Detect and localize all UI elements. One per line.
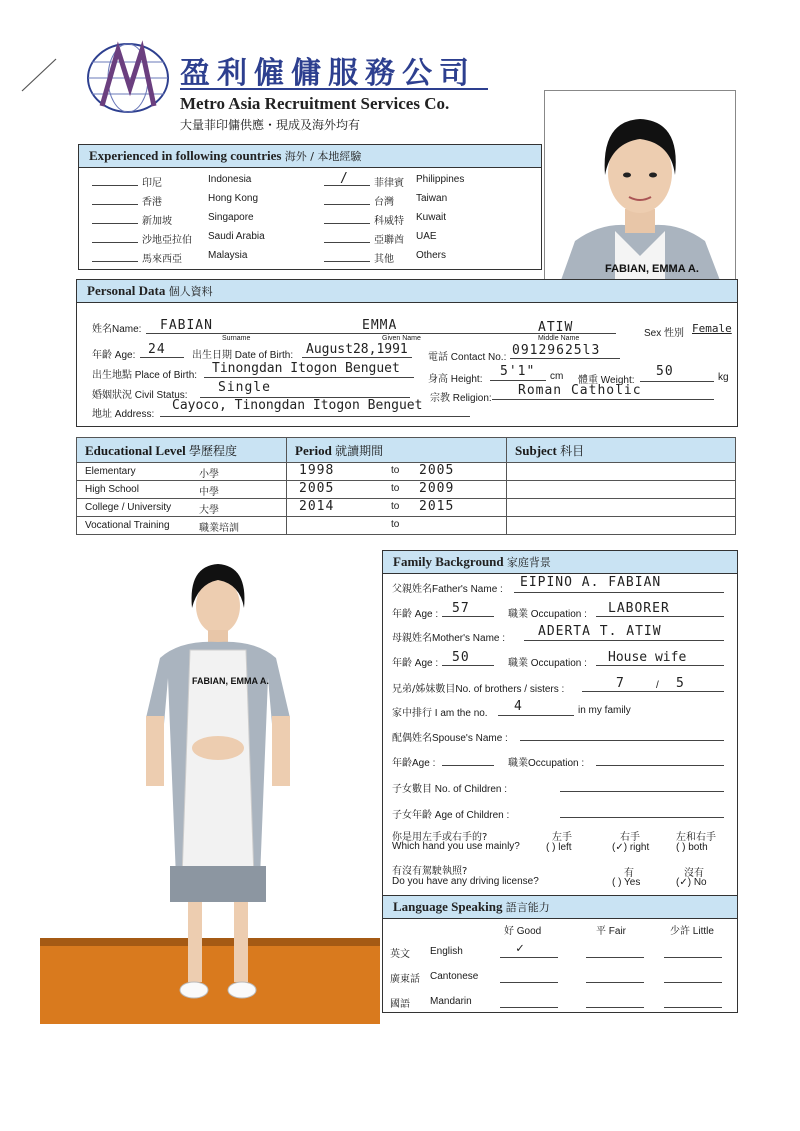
weight-value[interactable]: 50: [656, 364, 674, 379]
mother-age-label: 年齡 Age :: [392, 658, 439, 669]
height-value[interactable]: 5'1": [500, 364, 536, 379]
language-good-mark: ✓: [516, 941, 525, 956]
education-row: [77, 463, 736, 481]
education-subject[interactable]: [507, 463, 736, 481]
country-en: Taiwan: [416, 193, 448, 204]
education-table: [76, 437, 736, 535]
father-age-label: 年齡 Age :: [392, 609, 439, 620]
mother-age-value[interactable]: 50: [452, 650, 470, 665]
education-row: [77, 499, 736, 517]
language-good-blank[interactable]: [500, 982, 558, 983]
personal-data-header: Personal Data 個人資料: [77, 280, 737, 303]
language-fair-blank[interactable]: [586, 957, 644, 958]
surname-value[interactable]: FABIAN: [160, 318, 213, 333]
country-en: Saudi Arabia: [208, 231, 265, 242]
subject-header: Subject 科目: [507, 438, 736, 463]
education-period[interactable]: 2005 to 2009: [287, 481, 507, 499]
address-label: 地址 Address:: [92, 409, 155, 420]
father-age-value[interactable]: 57: [452, 601, 470, 616]
education-level: College / University 大學: [77, 499, 287, 517]
dob-label: 出生日期 Date of Birth:: [192, 350, 294, 361]
middle-caption: Middle Name: [538, 335, 580, 342]
father-occupation-label: 職業 Occupation :: [508, 609, 587, 620]
mother-label: 母親姓名Mother's Name :: [392, 633, 506, 644]
education-header: Educational Level 學歷程度: [77, 438, 287, 463]
education-row: [77, 517, 736, 535]
hand-question: Which hand you use mainly?: [392, 841, 520, 852]
right-option[interactable]: (✓) right: [612, 842, 650, 853]
sisters-value[interactable]: 5: [676, 676, 685, 691]
family-header: Family Background 家庭背景: [383, 551, 737, 574]
country-zh: 亞聯酋: [374, 235, 404, 246]
title-rule: [180, 88, 488, 90]
language-name: Mandarin: [430, 996, 472, 1007]
license-question-zh: 有沒有駕駛執照?: [392, 866, 468, 877]
country-en: Philippines: [416, 174, 465, 185]
contact-value[interactable]: 09129625l3: [512, 343, 601, 358]
country-zh: 香港: [142, 197, 162, 208]
language-name: English: [430, 946, 463, 957]
dob-value[interactable]: August28,1991: [306, 342, 408, 357]
language-fair-blank[interactable]: [586, 982, 644, 983]
height-label: 身高 Height:: [428, 374, 483, 385]
rank-label: 家中排行 I am the no.: [392, 708, 488, 719]
body-name-tag: FABIAN, EMMA A.: [192, 676, 269, 686]
country-zh: 馬來西亞: [142, 254, 182, 265]
company-tagline: 大量菲印傭供應・現成及海外均有: [180, 118, 361, 132]
spouse-occupation-label: 職業Occupation :: [508, 758, 585, 769]
sex-label: Sex 性別: [644, 328, 685, 339]
country-zh: 新加坡: [142, 216, 172, 227]
age-value[interactable]: 24: [148, 342, 166, 357]
religion-value[interactable]: Roman Catholic: [518, 383, 642, 398]
religion-label: 宗教 Religion:: [430, 393, 492, 404]
height-unit: cm: [550, 371, 564, 382]
mother-occupation-value[interactable]: House wife: [608, 650, 687, 665]
weight-label: 體重 Weight:: [578, 375, 635, 386]
education-subject[interactable]: [507, 499, 736, 517]
country-en: Hong Kong: [208, 193, 259, 204]
surname-caption: Surname: [222, 335, 251, 342]
children-label: 子女數目 No. of Children :: [392, 784, 508, 795]
fair-heading: 平 Fair: [596, 926, 627, 937]
rank-value[interactable]: 4: [514, 699, 523, 714]
country-blank[interactable]: [92, 242, 138, 243]
no-zh: 沒有: [684, 868, 704, 879]
good-heading: 好 Good: [504, 926, 542, 937]
father-occupation-value[interactable]: LABORER: [608, 601, 670, 616]
country-en: Kuwait: [416, 212, 447, 223]
siblings-label: 兄弟/姊妹數目No. of brothers / sisters :: [392, 684, 565, 695]
full-body-photo: [40, 548, 380, 1024]
country-blank[interactable]: [324, 261, 370, 262]
right-zh: 右手: [620, 832, 640, 843]
children-age-label: 子女年齡 Age of Children :: [392, 810, 510, 821]
education-subject[interactable]: [507, 481, 736, 499]
country-mark: /: [340, 171, 349, 186]
country-zh: 科威特: [374, 216, 404, 227]
spouse-age-label: 年齡Age :: [392, 758, 436, 769]
yes-option[interactable]: ( ) Yes: [612, 877, 641, 888]
country-en: UAE: [416, 231, 437, 242]
country-blank[interactable]: [92, 185, 138, 186]
country-blank[interactable]: [92, 223, 138, 224]
rank-suffix: in my family: [578, 705, 631, 716]
education-subject[interactable]: [507, 517, 736, 535]
address-value[interactable]: Cayoco, Tinongdan Itogon Benguet: [172, 398, 423, 413]
company-logo-icon: [84, 40, 174, 116]
name-label: 姓名Name:: [92, 324, 142, 335]
country-blank[interactable]: [324, 204, 370, 205]
yes-zh: 有: [624, 868, 634, 879]
language-zh: 國語: [390, 999, 410, 1010]
spouse-label: 配偶姓名Spouse's Name :: [392, 733, 508, 744]
company-name-en: Metro Asia Recruitment Services Co.: [180, 94, 450, 113]
language-good-blank[interactable]: [500, 1007, 558, 1008]
given-caption: Given Name: [382, 335, 421, 342]
civil-label: 婚姻狀況 Civil Status:: [92, 390, 188, 401]
experience-header: Experienced in following countries 海外 / 本地經驗: [79, 145, 541, 168]
language-name: Cantonese: [430, 971, 479, 982]
education-period[interactable]: to: [287, 517, 507, 535]
country-zh: 其他: [374, 254, 394, 265]
pen-mark: [20, 55, 60, 95]
country-en: Singapore: [208, 212, 254, 223]
period-header: Period 就讀期間: [287, 438, 507, 463]
both-zh: 左和右手: [676, 832, 716, 843]
given-name-value[interactable]: EMMA: [362, 318, 398, 333]
hand-question-zh: 你是用左手或右手的?: [392, 832, 488, 843]
country-blank[interactable]: [324, 223, 370, 224]
brothers-value[interactable]: 7: [616, 676, 625, 691]
country-blank[interactable]: [324, 242, 370, 243]
weight-unit: kg: [718, 372, 729, 383]
civil-value[interactable]: Single: [218, 380, 271, 395]
language-zh: 英文: [390, 949, 410, 960]
country-zh: 台灣: [374, 197, 394, 208]
pob-label: 出生地點 Place of Birth:: [92, 370, 198, 381]
education-period[interactable]: 1998 to 2005: [287, 463, 507, 481]
portrait-photo: [544, 90, 736, 284]
country-blank[interactable]: [92, 204, 138, 205]
father-value[interactable]: EIPINO A. FABIAN: [520, 575, 662, 590]
country-en: Malaysia: [208, 250, 248, 261]
country-blank[interactable]: [92, 261, 138, 262]
left-option[interactable]: ( ) left: [546, 842, 572, 853]
language-good-blank[interactable]: [500, 957, 558, 958]
language-header: Language Speaking 語言能力: [383, 896, 737, 919]
portrait-name-tag: FABIAN, EMMA A.: [605, 263, 699, 275]
language-little-blank[interactable]: [664, 957, 722, 958]
education-level: Vocational Training 職業培訓: [77, 517, 287, 535]
little-heading: 少許 Little: [670, 926, 714, 937]
middle-name-value[interactable]: ATIW: [538, 320, 574, 335]
age-label: 年齡 Age:: [92, 350, 136, 361]
contact-label: 電話 Contact No.:: [428, 352, 507, 363]
education-period[interactable]: 2014 to 2015: [287, 499, 507, 517]
language-little-blank[interactable]: [664, 982, 722, 983]
country-zh: 菲律賓: [374, 178, 404, 189]
country-zh: 印尼: [142, 178, 162, 189]
company-name-zh: 盈利僱傭服務公司: [180, 56, 476, 91]
education-level: Elementary 小學: [77, 463, 287, 481]
mother-value[interactable]: ADERTA T. ATIW: [538, 624, 662, 639]
language-fair-blank[interactable]: [586, 1007, 644, 1008]
country-en: Indonesia: [208, 174, 252, 185]
father-label: 父親姓名Father's Name :: [392, 584, 503, 595]
mother-occupation-label: 職業 Occupation :: [508, 658, 587, 669]
pob-value[interactable]: Tinongdan Itogon Benguet: [212, 361, 400, 376]
country-zh: 沙地亞拉伯: [142, 235, 192, 246]
language-zh: 廣東話: [390, 974, 420, 985]
left-zh: 左手: [552, 832, 572, 843]
education-row: [77, 481, 736, 499]
language-little-blank[interactable]: [664, 1007, 722, 1008]
no-option[interactable]: (✓) No: [676, 877, 707, 888]
country-en: Others: [416, 250, 447, 261]
sex-value[interactable]: Female: [692, 322, 732, 335]
siblings-divider: /: [656, 680, 659, 691]
license-question: Do you have any driving license?: [392, 876, 539, 887]
education-level: High School 中學: [77, 481, 287, 499]
both-option[interactable]: ( ) both: [676, 842, 708, 853]
